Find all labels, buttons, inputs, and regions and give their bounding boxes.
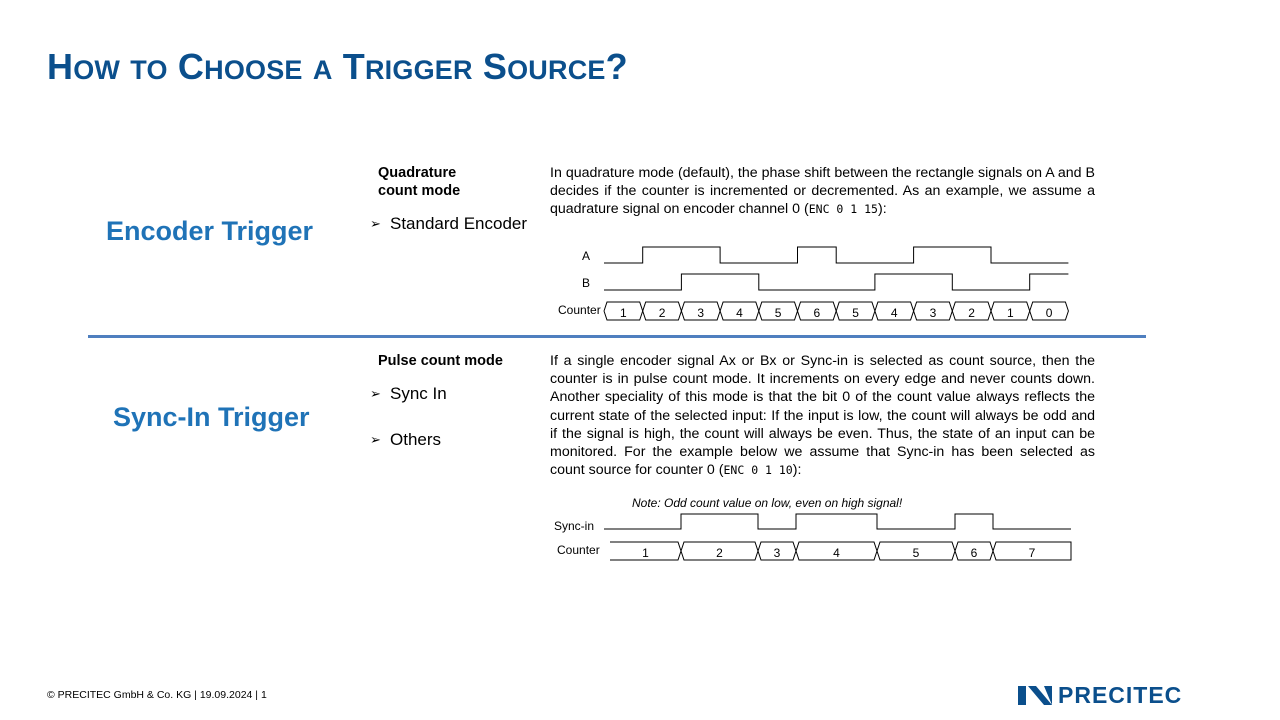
bullet-text: Standard Encoder	[390, 214, 528, 233]
counter-value: 5	[912, 546, 920, 560]
counter-value: 1	[620, 306, 627, 320]
counter-value: 1	[642, 546, 649, 560]
counter-value: 3	[697, 306, 705, 320]
slide-title: HOW TO CHOOSE A TRIGGER SOURCE?	[47, 46, 628, 87]
pulse-timing-diagram	[550, 492, 1080, 567]
counter-value: 5	[774, 306, 782, 320]
bullet-sync-in	[370, 384, 447, 404]
counter-value: 2	[716, 546, 723, 560]
logo-text: PRECITEC	[1058, 682, 1183, 708]
quadrature-mode-heading: Quadrature count mode	[378, 165, 461, 199]
pulse-counter-row	[610, 542, 1071, 560]
bullet-text: Sync In	[390, 384, 447, 403]
code-snippet: ENC 0 1 15	[808, 202, 878, 217]
counter-value: 3	[773, 546, 781, 560]
counter-value: 7	[1028, 546, 1036, 560]
sync-in-label: Sync-in	[554, 519, 595, 533]
quadrature-description: In quadrature mode (default), the phase shift between the rectangle signals on A and B decides if the counter is incremented or decremented. As an example, we assume a quadrature signal on encoder channel 0 (ENC 0 1 15):	[550, 165, 1095, 218]
precitec-logo	[1018, 682, 1182, 709]
bullet-text: Others	[390, 430, 442, 449]
footer-copyright: © PRECITEC GmbH & Co. KG | 19.09.2024 | 1	[47, 689, 267, 701]
precitec-logo-icon	[1018, 686, 1052, 705]
section-divider	[88, 335, 1146, 338]
counter-value: 6	[970, 546, 978, 560]
counter-value: 2	[658, 306, 666, 320]
pulse-mode-heading: Pulse count mode	[378, 353, 503, 369]
bullet-standard-encoder	[370, 214, 527, 234]
arrow-bullet-icon: ➢	[370, 386, 381, 401]
arrow-bullet-icon: ➢	[370, 216, 381, 231]
counter-label: Counter	[558, 303, 601, 317]
sync-in-trigger-label: Sync-In Trigger	[113, 402, 310, 432]
signal-b-label: B	[582, 276, 591, 290]
encoder-trigger-label: Encoder Trigger	[106, 216, 314, 246]
sync-in-waveform	[604, 514, 1071, 529]
code-snippet: ENC 0 1 10	[723, 463, 793, 478]
pulse-description: If a single encoder signal Ax or Bx or Sync-in is selected as count source, then the counter is in pulse count mode. It increments on every edge and never counts down. Another speciality of this mode is that the bit 0 of the count value always reflects the current state of the selected input: If the input is low, the count will always be odd and if the signal is high, the count will always be even. Thus, the state of an input can be monitored. For the example below we assume that Sync-in has been selected as count source for counter 0 (ENC 0 1 10):	[550, 353, 1095, 479]
signal-a-waveform	[604, 247, 1068, 263]
signal-b-waveform	[604, 274, 1068, 290]
counter-value: 4	[736, 306, 743, 320]
counter-value: 6	[813, 306, 821, 320]
counter-value: 4	[833, 546, 840, 560]
counter-value: 5	[852, 306, 859, 320]
counter-value: 2	[968, 306, 975, 320]
counter-value: 0	[1045, 306, 1053, 320]
arrow-bullet-icon: ➢	[370, 432, 381, 447]
quadrature-timing-diagram	[550, 238, 1080, 328]
counter-value: 3	[929, 306, 937, 320]
bullet-others	[370, 430, 441, 450]
diagram-note: Note: Odd count value on low, even on high signal!	[632, 496, 903, 510]
quadrature-counter-row	[604, 302, 1068, 320]
counter-value: 4	[890, 306, 898, 320]
signal-a-label: A	[582, 249, 591, 263]
counter-label: Counter	[557, 543, 600, 557]
counter-value: 1	[1007, 306, 1014, 320]
